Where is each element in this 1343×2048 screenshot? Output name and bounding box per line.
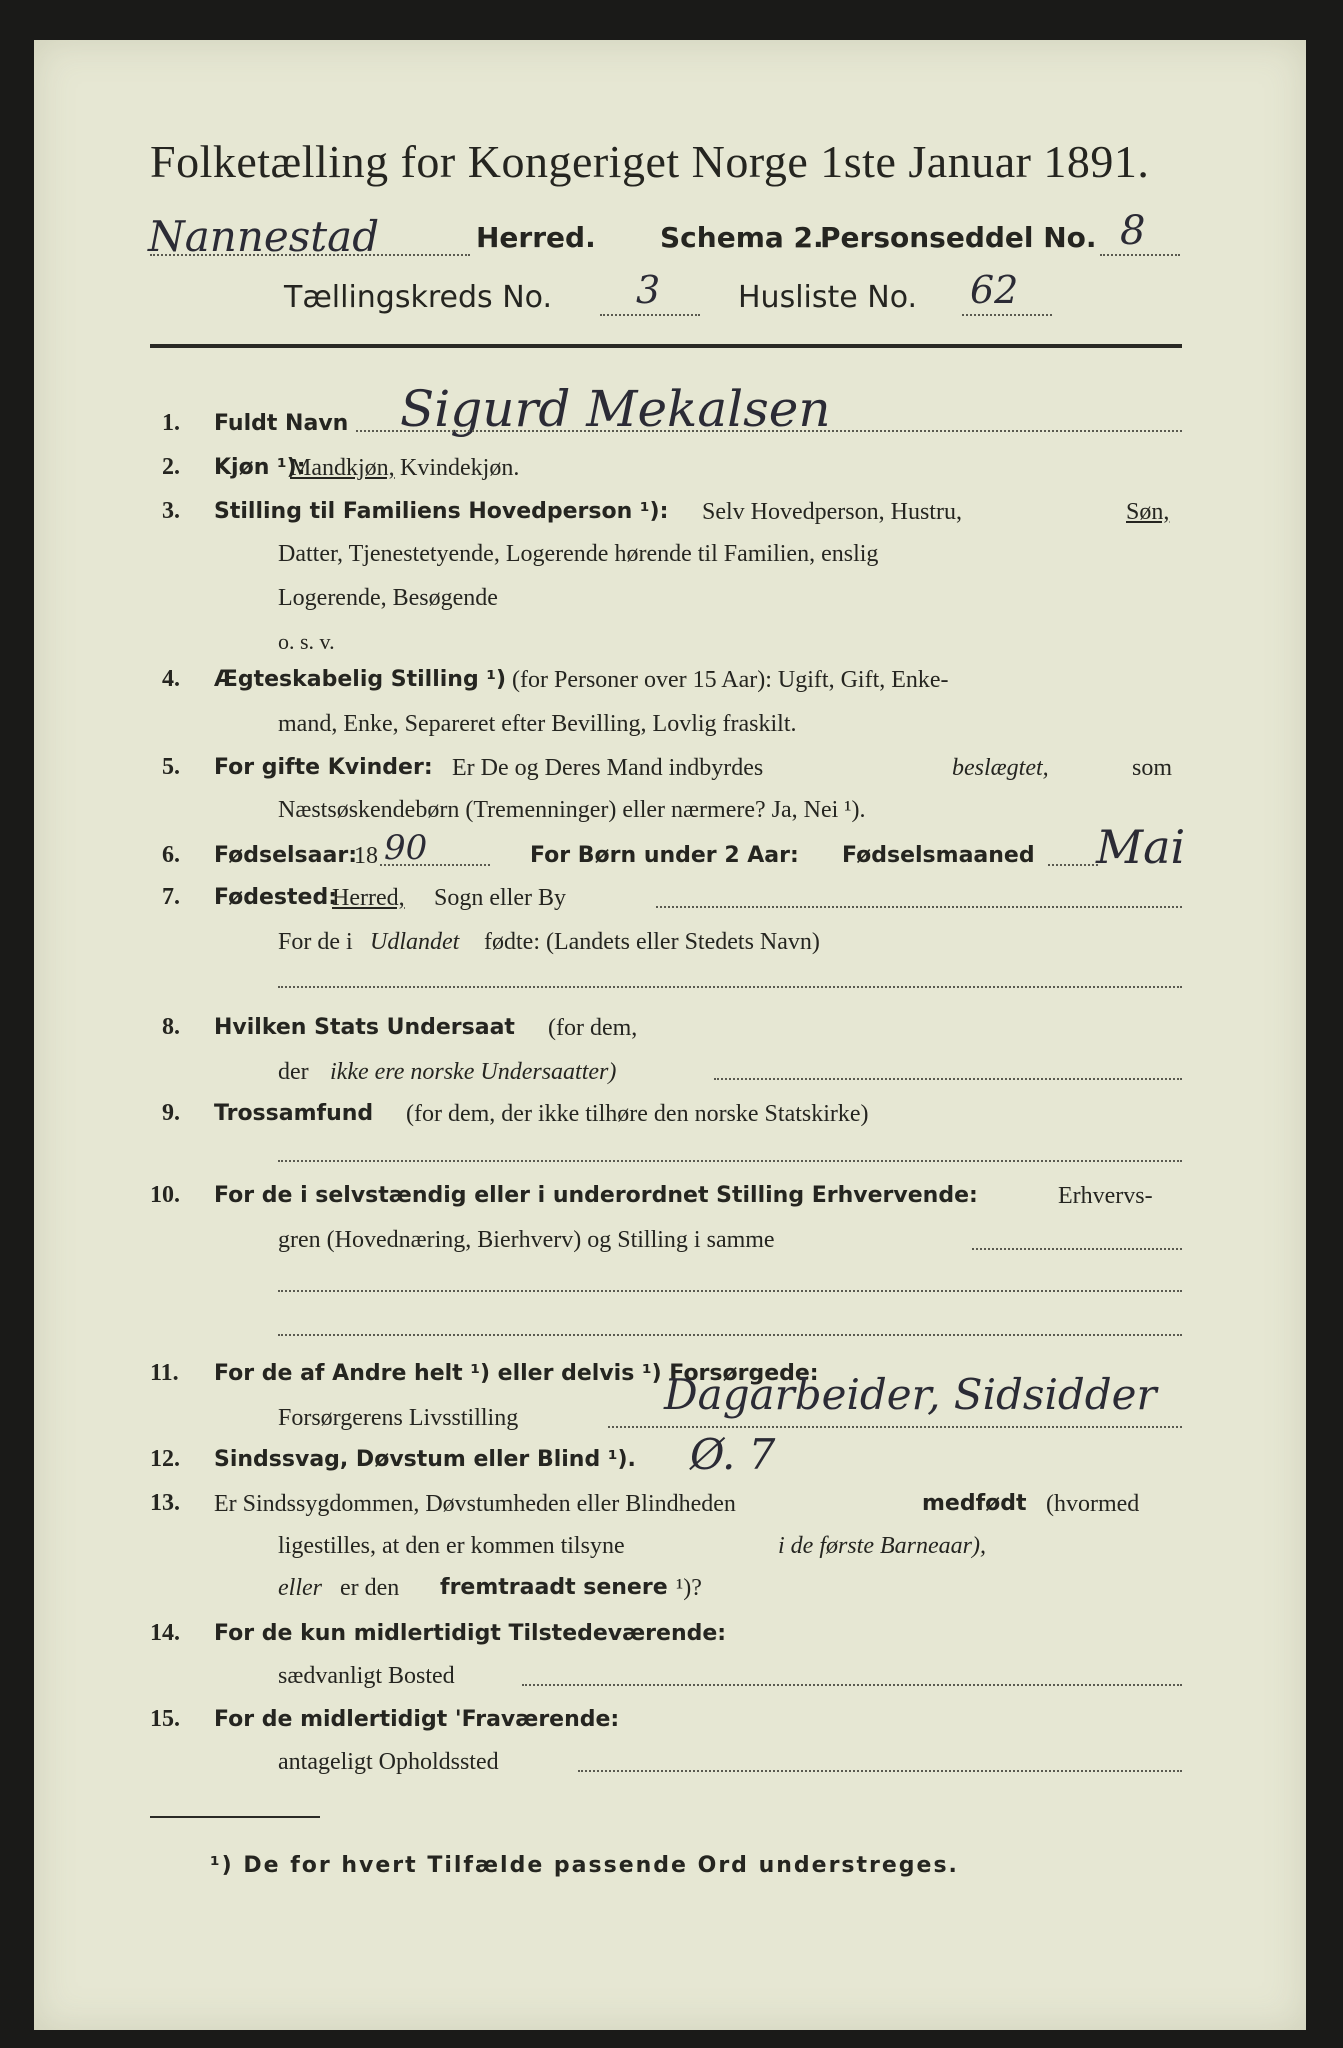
q8-line2b: ikke ere norske Undersaatter): [330, 1059, 617, 1085]
q6-month-label: Fødselsmaaned: [842, 843, 1035, 868]
q1-number: 1.: [162, 410, 180, 436]
q13-line2a: ligestilles, at den er kommen tilsyne: [278, 1533, 625, 1559]
personseddel-label: Personseddel No.: [820, 221, 1097, 254]
q7-blank-line: [278, 986, 1182, 988]
q12-number: 12.: [150, 1446, 180, 1472]
q7-option-herred: Herred,: [332, 885, 405, 911]
q9-number: 9.: [162, 1100, 180, 1126]
schema-label: Schema 2.: [660, 221, 824, 254]
q9-line1: (for dem, der ikke tilhøre den norske Statskirke): [406, 1101, 869, 1127]
q5-label: For gifte Kvinder:: [214, 755, 433, 780]
q1-label: Fuldt Navn: [214, 411, 349, 436]
q2-number: 2.: [162, 454, 180, 480]
q6-month-line: [1048, 864, 1098, 866]
q14-line2: sædvanligt Bosted: [278, 1663, 455, 1689]
personseddel-handwritten: 8: [1120, 208, 1146, 254]
q3-line1: Selv Hovedperson, Hustru,: [702, 499, 962, 525]
q10-line1: Erhvervs-: [1058, 1183, 1153, 1209]
q11-line2: Forsørgerens Livsstilling: [278, 1405, 519, 1431]
q10-blank-line1: [278, 1290, 1182, 1292]
q13-line1a: Er Sindssygdommen, Døvstumheden eller Blindheden: [214, 1491, 736, 1517]
q10-number: 10.: [150, 1182, 180, 1208]
q6-under-two: For Børn under 2 Aar:: [530, 843, 799, 868]
q8-line: [714, 1078, 1182, 1080]
q11-label: For de af Andre helt ¹) eller delvis ¹) Forsørgede:: [214, 1361, 819, 1386]
q9-line: [278, 1160, 1182, 1162]
q10-line2: gren (Hovednæring, Bierhverv) og Stilling i samme: [278, 1227, 775, 1253]
form-title: Folketælling for Kongeriget Norge 1ste Januar 1891.: [150, 136, 1150, 187]
q7-line2a: For de i: [278, 929, 353, 955]
q3-line3: Logerende, Besøgende: [278, 585, 498, 611]
q13-line1b: medfødt: [922, 1491, 1027, 1516]
q6-month-handwritten: Mai: [1096, 820, 1186, 874]
q13-line3b: er den: [340, 1575, 400, 1601]
q15-label: For de midlertidigt 'Fraværende:: [214, 1707, 620, 1732]
q15-number: 15.: [150, 1706, 180, 1732]
q5-line2: Næstsøskendebørn (Tremenninger) eller nærmere? Ja, Nei ¹).: [278, 797, 866, 823]
q15-line2: antageligt Opholdssted: [278, 1749, 499, 1775]
q2-option-mandkjon: Mandkjøn,: [290, 455, 395, 481]
q11-number: 11.: [150, 1360, 179, 1386]
q6-year-prefix: 18: [354, 843, 378, 869]
q6-number: 6.: [162, 842, 180, 868]
q5-line1a: Er De og Deres Mand indbyrdes: [452, 755, 764, 781]
q10-blank-line2: [278, 1334, 1182, 1336]
q5-line1b: beslægtet,: [952, 755, 1049, 781]
q10-label: For de i selvstændig eller i underordnet Stilling Erhvervende:: [214, 1183, 978, 1208]
q8-label: Hvilken Stats Undersaat: [214, 1015, 515, 1040]
q6-label: Fødselsaar:: [214, 843, 357, 868]
q4-line1: (for Personer over 15 Aar): Ugift, Gift, Enke-: [512, 667, 949, 693]
personseddel-line: [1100, 254, 1180, 256]
q3-number: 3.: [162, 498, 180, 524]
q7-line2b: Udlandet: [370, 929, 460, 955]
q14-line: [522, 1684, 1182, 1686]
q13-number: 13.: [150, 1490, 180, 1516]
husliste-line: [962, 314, 1052, 316]
husliste-handwritten: 62: [970, 268, 1019, 312]
kreds-line: [600, 314, 700, 316]
q1-name-handwritten: Sigurd Mekalsen: [400, 380, 831, 438]
q8-number: 8.: [162, 1014, 180, 1040]
q9-label: Trossamfund: [214, 1101, 374, 1126]
herred-handwritten: Nannestad: [148, 212, 380, 261]
q7-option-sogn: Sogn eller By: [434, 885, 566, 911]
q7-line2c: fødte: (Landets eller Stedets Navn): [484, 929, 820, 955]
q6-year-handwritten: 90: [384, 828, 428, 868]
q3-label: Stilling til Familiens Hovedperson ¹):: [214, 499, 669, 524]
q14-label: For de kun midlertidigt Tilstedeværende:: [214, 1621, 727, 1646]
q13-line2b: i de første Barneaar),: [778, 1533, 986, 1559]
q3-line4: o. s. v.: [278, 629, 335, 654]
q10-line: [972, 1248, 1182, 1250]
footnote-rule: [150, 1816, 320, 1818]
q13-line3a: eller: [278, 1575, 322, 1601]
q4-line2: mand, Enke, Separeret efter Bevilling, Lovlig fraskilt.: [278, 711, 797, 737]
q4-number: 4.: [162, 666, 180, 692]
q12-handwritten: Ø. 7: [690, 1430, 776, 1479]
q6-year-line: [380, 864, 490, 866]
q2-label: Kjøn ¹):: [214, 455, 306, 480]
husliste-label: Husliste No.: [738, 280, 918, 315]
q3-option-son: Søn,: [1126, 499, 1170, 525]
q14-number: 14.: [150, 1620, 180, 1646]
q13-line3c: fremtraadt senere: [440, 1575, 668, 1600]
q7-label: Fødested:: [214, 885, 337, 910]
q2-option-kvindekjon: Kvindekjøn.: [400, 455, 520, 481]
q12-label: Sindssvag, Døvstum eller Blind ¹).: [214, 1447, 636, 1472]
q13-line3d: ¹)?: [676, 1575, 702, 1601]
footnote: ¹) De for hvert Tilfælde passende Ord understreges.: [210, 1853, 959, 1878]
q8-line1: (for dem,: [548, 1015, 638, 1041]
q11-line: [608, 1426, 1182, 1428]
kreds-handwritten: 3: [636, 268, 661, 312]
q11-handwritten: Dagarbeider, Sidsidder: [664, 1370, 1157, 1419]
q8-line2a: der: [278, 1059, 309, 1085]
q4-label: Ægteskabelig Stilling ¹): [214, 667, 507, 692]
q15-line: [578, 1770, 1182, 1772]
q1-line: [356, 430, 1182, 432]
q5-line1c: som: [1132, 755, 1173, 781]
kreds-label: Tællingskreds No.: [284, 280, 552, 315]
q7-line: [656, 906, 1182, 908]
header-rule: [150, 344, 1182, 348]
q3-line2: Datter, Tjenestetyende, Logerende hørende til Familien, enslig: [278, 541, 879, 567]
q13-line1c: (hvormed: [1046, 1491, 1140, 1517]
q5-number: 5.: [162, 754, 180, 780]
q7-number: 7.: [162, 884, 180, 910]
herred-label: Herred.: [476, 221, 596, 254]
herred-line: [150, 254, 470, 256]
